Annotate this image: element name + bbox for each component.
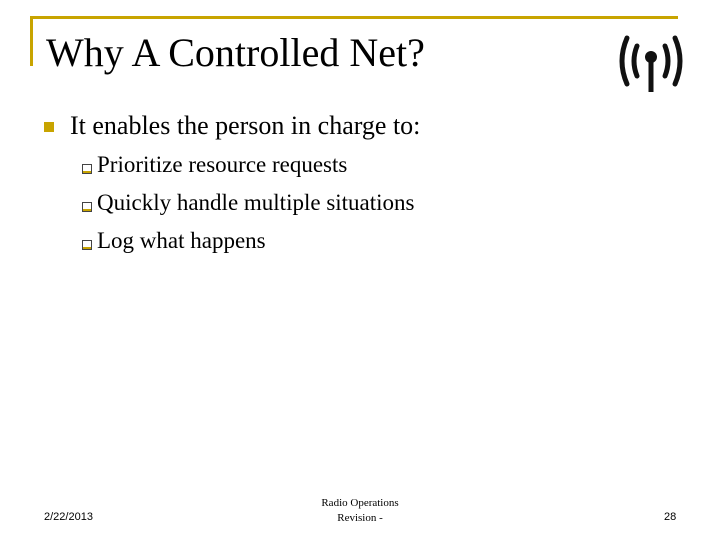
bullet-square	[44, 122, 54, 132]
footer-center-text	[310, 496, 410, 526]
title-frame-left	[30, 16, 33, 66]
main-bullet-text: It enables the person in charge to:	[70, 111, 421, 140]
footer-center-line1: Radio Operations	[321, 497, 399, 509]
footer-center-line2: Revision -	[337, 512, 383, 524]
slide-title: Why A Controlled Net?	[46, 30, 425, 75]
sub-bullet-text: Log what happens	[97, 228, 266, 253]
page-number: 28	[664, 511, 677, 523]
footer-date: 2/22/2013	[44, 511, 93, 523]
checkbox-bullet-icon	[82, 240, 92, 250]
checkbox-bullet-icon	[82, 164, 92, 174]
title-frame-top	[30, 16, 678, 19]
checkbox-bullet-icon	[82, 202, 92, 212]
sub-bullet-text: Prioritize resource requests	[97, 152, 348, 177]
antenna-broadcast-icon	[613, 30, 689, 92]
sub-bullet-text: Quickly handle multiple situations	[97, 190, 415, 215]
